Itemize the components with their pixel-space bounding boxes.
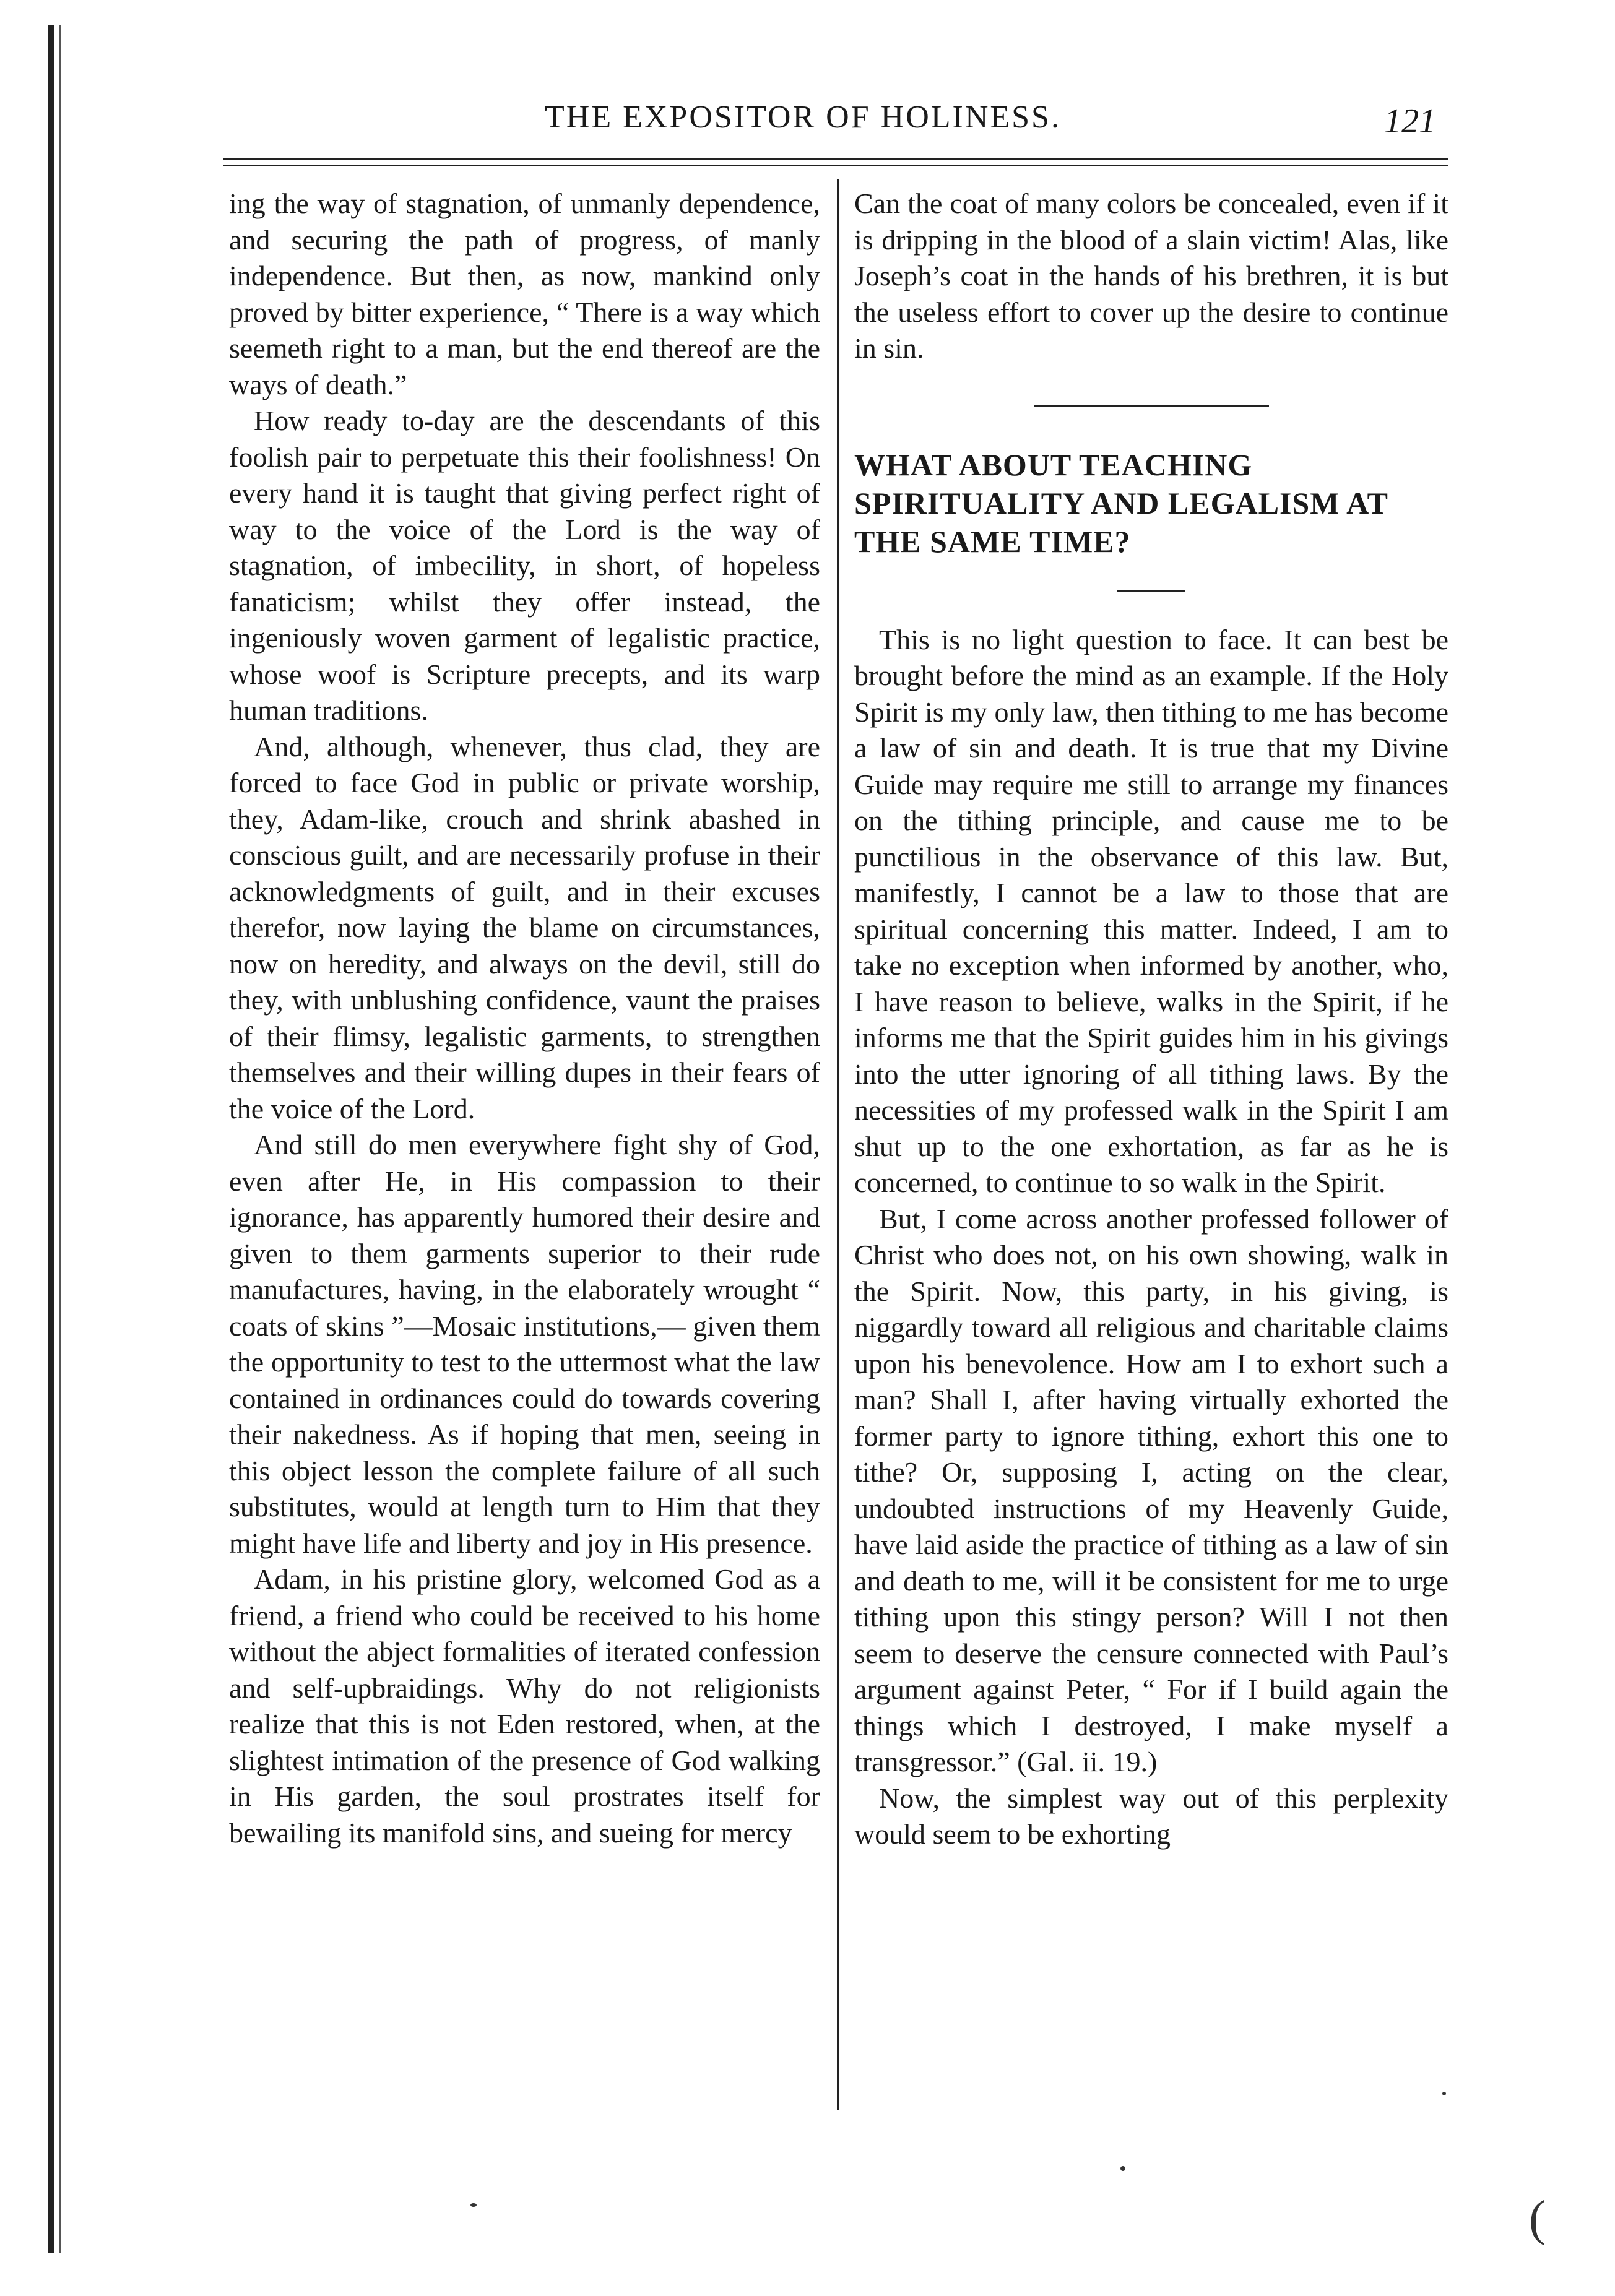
section-heading: WHAT ABOUT TEACHING SPIRITUALITY AND LEGALISM AT THE SAME TIME? — [854, 447, 1388, 559]
margin-mark: ( — [1529, 2191, 1546, 2246]
page-number: 121 — [1384, 102, 1436, 140]
ink-speck — [470, 2203, 477, 2207]
column-divider — [837, 179, 839, 2110]
left-paragraph-1: ing the way of stagnation, of unmanly dependence, and securing the path of progress, of manly independence. But then, as now, mankind only proved by bitter experience, “ There is a way which seemeth right to a man, but the end thereof are the ways of death.” — [229, 188, 820, 400]
right-paragraph-3: Now, the simplest way out of this perplexity would seem to be exhorting — [854, 1782, 1448, 1850]
right-paragraph-2: But, I come across another professed follower of Christ who does not, on his own showing, walk in the Spirit. Now, this party, in his giving, is niggardly toward all religious and charitable claims upon his benevolence. How am I to exhort such a man? Shall I, after having virtually exhorted the former party to ignore tithing, exhort this one to tithe? Or, supposing I, acting on the clear, undoubted instructions of my Heavenly Guide, have laid aside the practice of tithing as a law of sin and death to me, will it be consistent for me to urge tithing upon this stingy person? Will I not then seem to deserve the censure connected with Paul’s argument against Peter, “ For if I build again the things which I destroyed, I make myself a transgressor.” (Gal. ii. 19.) — [854, 1202, 1448, 1777]
right-paragraph-1: This is no light question to face. It can best be brought before the mind as an example. If the Holy Spirit is my only law, then tithing to me has become a law of sin and death. It is true that my Divine Guide may require me still to arrange my finances on the tithing principle, and cause me to be punctilious in the observance of this law. But, manifestly, I cannot be a law to those that are spiritual concerning this matter. Indeed, I am to take no exception when informed by another, who, I have reason to believe, walks in the Spirit, if he informs me that the Spirit guides him in his givings into the utter ignoring of all tithing laws. By the necessities of my professed walk in the Spirit I am shut up to the one exhortation, as far as he is concerned, to continue to so walk in the Spirit. — [854, 623, 1448, 1198]
left-paragraph-5: Adam, in his pristine glory, welcomed God as a friend, a friend who could be received to his home without the abject formalities of iterated confession and self-upbraidings. Why do not religionists realize that this is not Eden restored, when, at the slightest intimation of the presence of God walking in His garden, the soul prostrates itself for bewailing its manifold sins, and sueing for mercy — [229, 1563, 820, 1849]
right-column — [854, 186, 1448, 1853]
header-rule-thin — [223, 165, 1448, 166]
left-paragraph-2: How ready to-day are the descendants of this foolish pair to perpetuate this their foolishness! On every hand it is taught that giving perfect right of way to the voice of the Lord is the way of stagnation, of imbecility, in short, of hopeless fanaticism; whilst they offer instead, the ingeniously woven garment of legalistic practice, whose woof is Scripture precepts, and its warp human traditions. — [229, 405, 820, 726]
header-rule — [223, 158, 1448, 160]
left-column — [229, 186, 820, 1851]
binding-edge — [48, 25, 54, 2253]
running-title: THE EXPOSITOR OF HOLINESS. — [545, 100, 1061, 135]
ink-speck — [1442, 2092, 1446, 2095]
heading-rule — [1117, 590, 1185, 592]
left-paragraph-4: And still do men everywhere fight shy of God, even after He, in His compassion to their ignorance, has apparently humored their desire and given to them garments superior to their rude manufactures, having, in the elaborately wrought “ coats of skins ”—Mosaic institutions,— given them the opportunity to test to the uttermost what the law contained in ordinances could do towards covering their nakedness. As if hoping that men, seeing in this object lesson the complete failure of all such substitutes, would at length turn to Him that they might have life and liberty and joy in His presence. — [229, 1129, 820, 1559]
left-paragraph-3: And, although, whenever, thus clad, they are forced to face God in public or private worship, they, Adam-like, crouch and shrink abashed in conscious guilt, and are necessarily profuse in their acknowledgments of guilt, and in their excuses therefor, now laying the blame on circumstances, now on heredity, and always on the devil, still do they, with unblushing confidence, vaunt the praises of their flimsy, legalistic garments, to strengthen themselves and their willing dupes in their fears of the voice of the Lord. — [229, 730, 820, 1124]
running-header — [223, 99, 1448, 149]
binding-edge-inner — [59, 25, 61, 2253]
ink-speck — [1120, 2166, 1125, 2171]
right-opening-paragraph: Can the coat of many colors be concealed, even if it is dripping in the blood of a slain victim! Alas, like Joseph’s coat in the hands of his brethren, it is but the useless effort to cover up the desire to continue in sin. — [854, 188, 1448, 364]
section-divider — [1034, 405, 1269, 407]
